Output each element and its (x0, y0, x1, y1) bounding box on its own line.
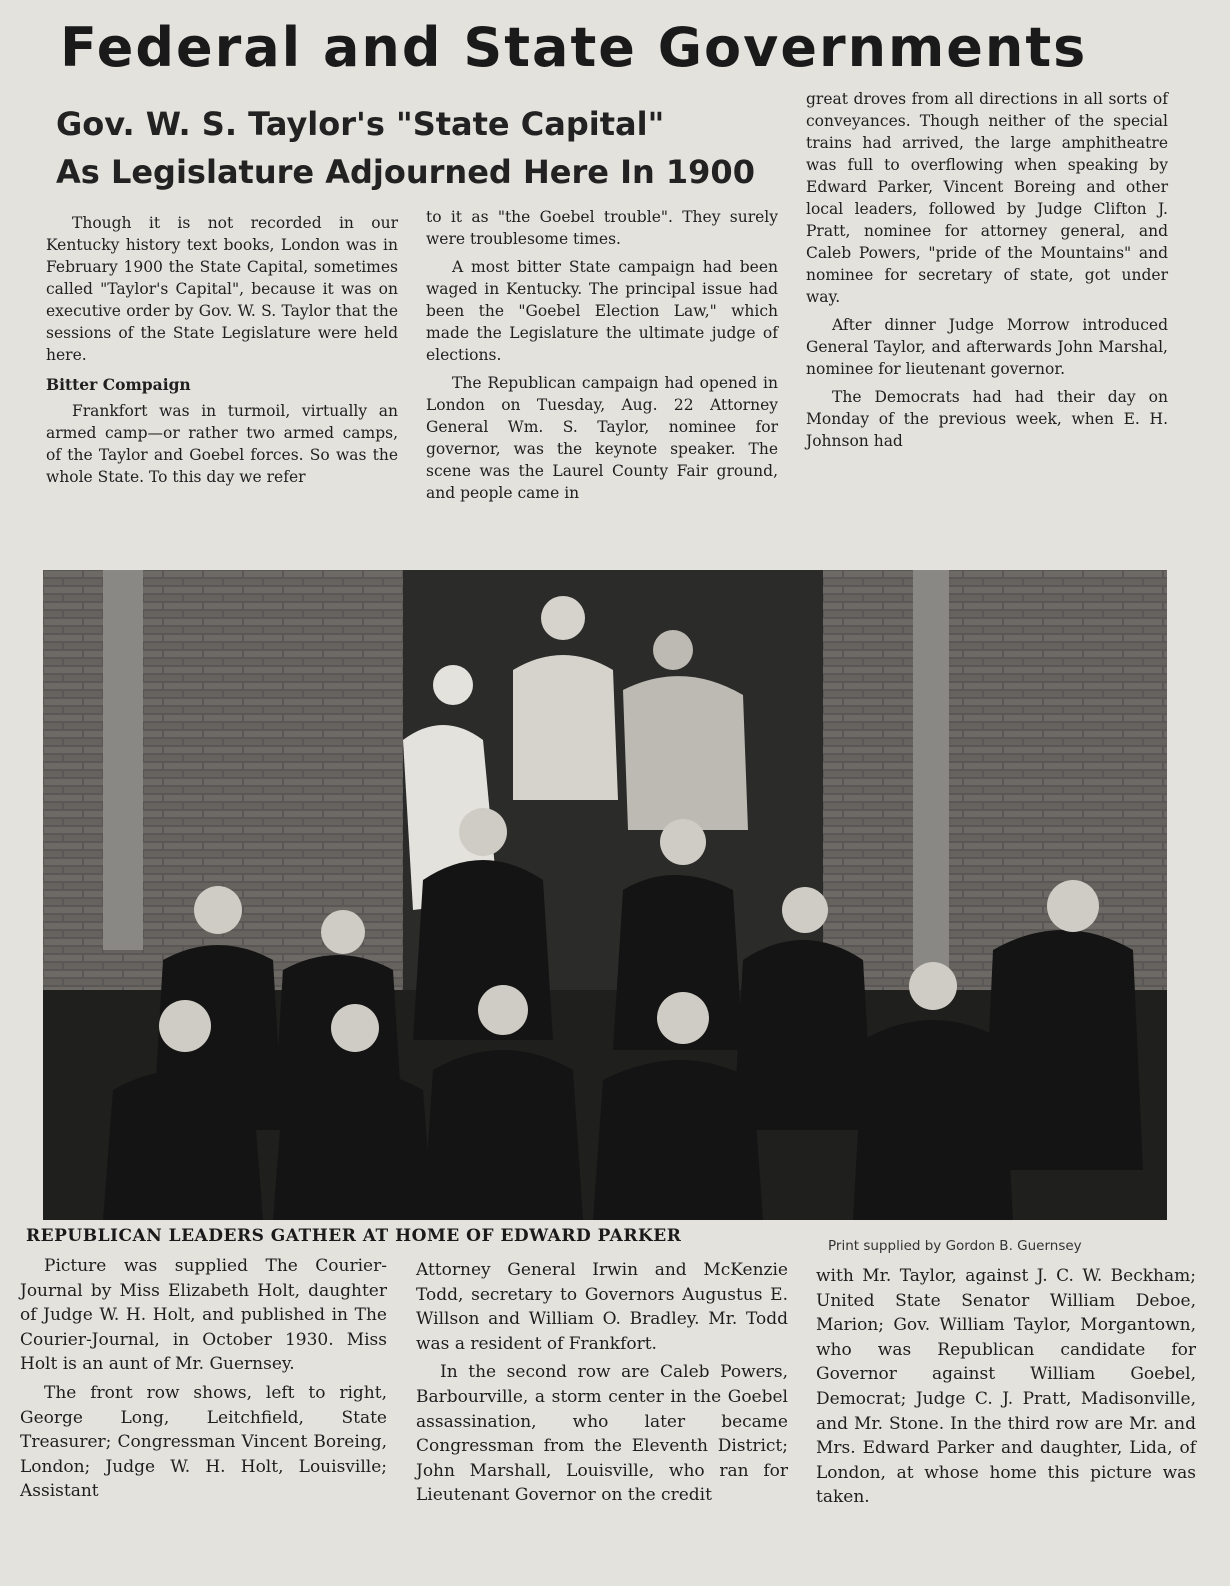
article-paragraph: The Republican campaign had opened in London on Tuesday, Aug. 22 Attorney General Wm. S. Taylor, nominee for governor, was the keynote speaker. The scene was the Laurel County Fair ground, and people came in (426, 374, 778, 502)
caption-paragraph: In the second row are Caleb Powers, Barbourville, a storm center in the Goebel assassination, who later became Congressman from the Eleventh District; John Marshall, Louisville, who ran for Lieutenant Governor on the credit (416, 1362, 788, 1506)
section-heading: Bitter Compaign (46, 375, 191, 394)
subheadline (56, 100, 796, 196)
article-paragraph: great droves from all directions in all sorts of conveyances. Though neither of the special trains had arrived, the large amphitheatre was full to overflowing when speaking by Edward Parker, Vincent Boreing and other local leaders, followed by Judge Clifton J. Pratt, nominee for attorney general, and Caleb Powers, "pride of the Mountains" and nominee for secretary of state, got under way. (806, 90, 1168, 306)
caption-column-1 (20, 1254, 387, 1508)
article-paragraph: After dinner Judge Morrow introduced General Taylor, and afterwards John Marshal, nominee for lieutenant governor. (806, 316, 1168, 378)
article-paragraph: Though it is not recorded in our Kentucky history text books, London was in February 1900 the State Capital, sometimes called "Taylor's Capital", because it was on executive order by Gov. W. S. Taylor that the sessions of the State Legislature were held here. (46, 214, 398, 364)
article-column-3 (806, 88, 1168, 458)
article-column-1 (46, 212, 398, 494)
article-paragraph: A most bitter State campaign had been waged in Kentucky. The principal issue had been the "Goebel Election Law," which made the Legislature the ultimate judge of elections. (426, 258, 778, 364)
caption-paragraph: with Mr. Taylor, against J. C. W. Beckham; United State Senator William Deboe, Marion; Gov. William Taylor, Morgantown, who was Republican candidate for Governor against William Goebel, Democrat; Judge C. J. Pratt, Madisonville, and Mr. Stone. In the third row are Mr. and Mrs. Edward Parker and daughter, Lida, of London, at whose home this picture was taken. (816, 1266, 1196, 1508)
headline: Federal and State Governments (60, 16, 1088, 79)
article-paragraph: The Democrats had had their day on Monday of the previous week, when E. H. Johnson had (806, 388, 1168, 450)
caption-column-2 (416, 1258, 788, 1512)
caption-paragraph: Attorney General Irwin and McKenzie Todd, secretary to Governors Augustus E. Willson and William O. Bradley. Mr. Todd was a resident of Frankfort. (416, 1260, 788, 1354)
caption-paragraph: Picture was supplied The Courier-Journal by Miss Elizabeth Holt, daughter of Judge W. H. Holt, and published in The Courier-Journal, in October 1930. Miss Holt is an aunt of Mr. Guernsey. (20, 1256, 387, 1375)
article-paragraph: to it as "the Goebel trouble". They surely were troublesome times. (426, 208, 778, 248)
photo-credit: Print supplied by Gordon B. Guernsey (828, 1238, 1082, 1254)
article-column-2 (426, 206, 778, 510)
caption-column-3 (816, 1264, 1196, 1514)
article-paragraph: Frankfort was in turmoil, virtually an armed camp—or rather two armed camps, of the Taylor and Goebel forces. So was the whole State. To this day we refer (46, 402, 398, 486)
subheadline-line-2: As Legislature Adjourned Here In 1900 (56, 153, 755, 191)
group-photograph-illustration (43, 570, 1167, 1220)
photo-caption-title: REPUBLICAN LEADERS GATHER AT HOME OF EDWARD PARKER (26, 1226, 682, 1246)
caption-paragraph: The front row shows, left to right, George Long, Leitchfield, State Treasurer; Congressman Vincent Boreing, London; Judge W. H. Holt, Louisville; Assistant (20, 1382, 387, 1502)
group-photograph (43, 570, 1167, 1220)
subheadline-line-1: Gov. W. S. Taylor's "State Capital" (56, 105, 665, 143)
